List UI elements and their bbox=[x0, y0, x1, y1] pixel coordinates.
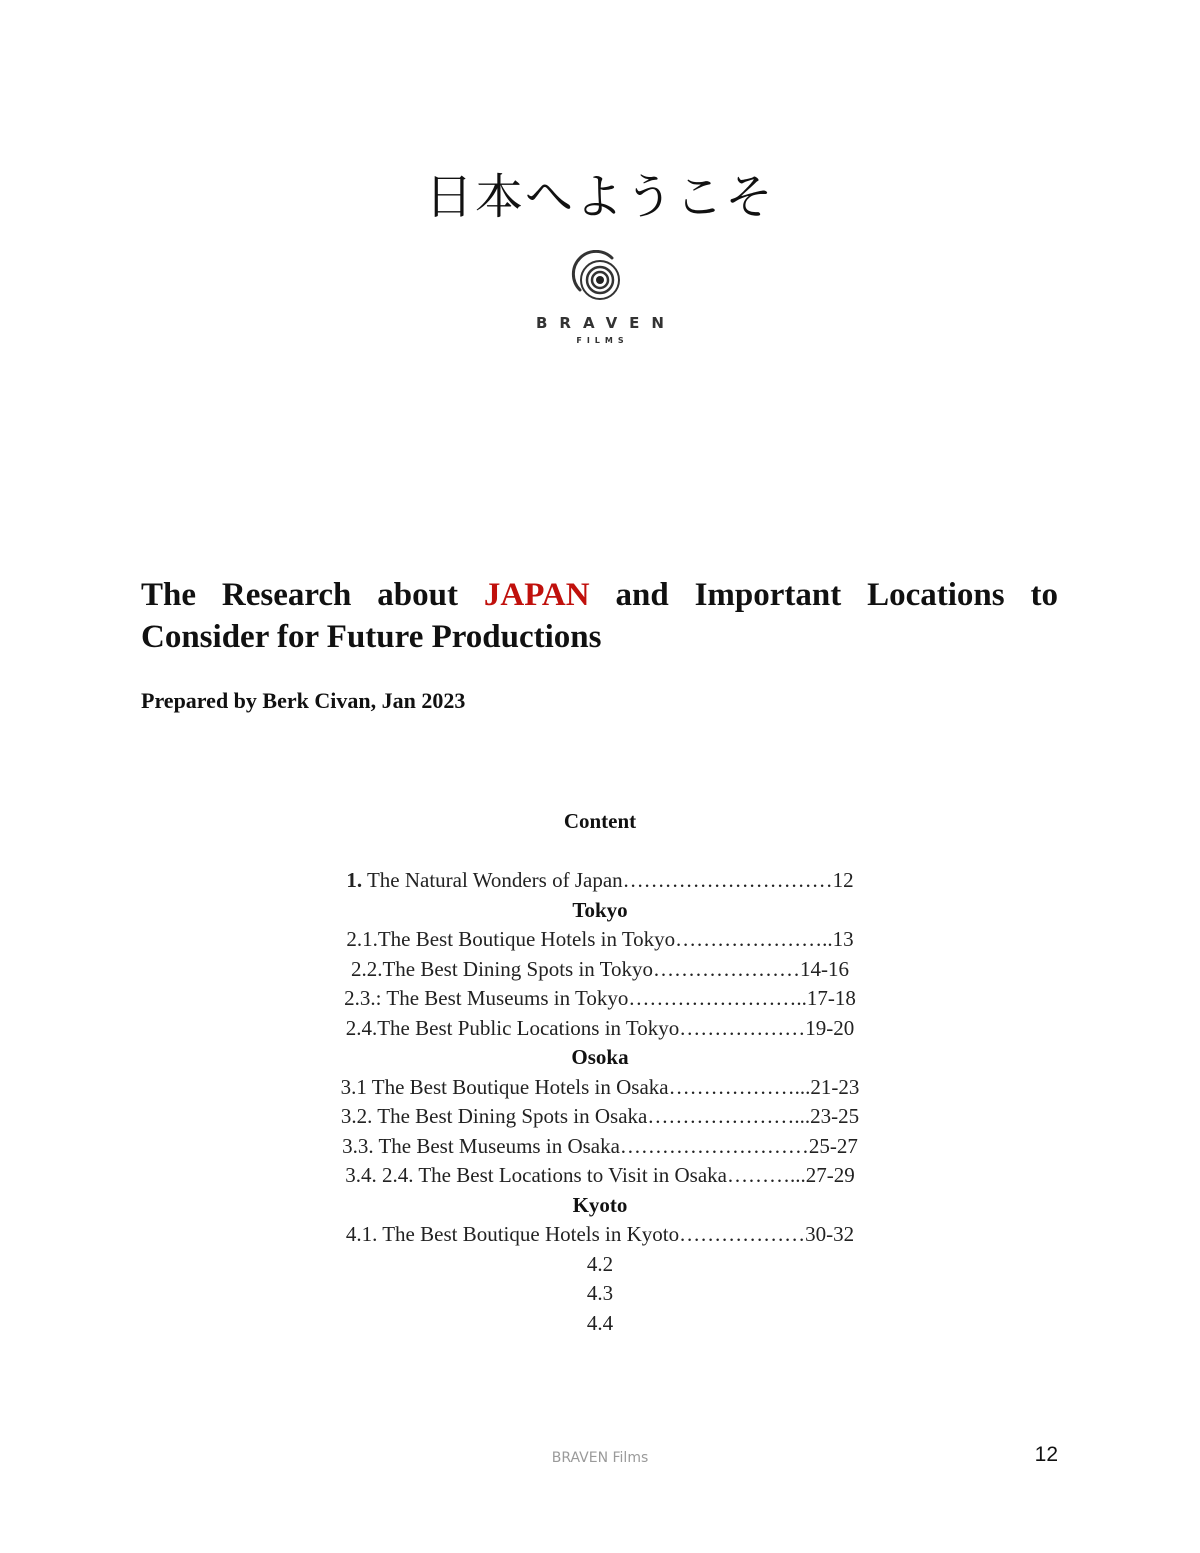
toc-item: 4.1. The Best Boutique Hotels in Kyoto………………30-32 bbox=[345, 1222, 855, 1246]
toc-item: 4.4 bbox=[586, 1310, 614, 1335]
prepared-by-line: Prepared by Berk Civan, Jan 2023 bbox=[141, 688, 466, 713]
japanese-title: 日本へようこそ bbox=[424, 169, 775, 225]
toc-item: 4.2 bbox=[586, 1251, 614, 1276]
document-title bbox=[141, 574, 1058, 658]
toc-item: 3.2. The Best Dining Spots in Osaka…………………...23-25 bbox=[340, 1104, 860, 1128]
toc-item: 3.1 The Best Boutique Hotels in Osaka………………...21-23 bbox=[340, 1074, 860, 1099]
toc-item: 2.1.The Best Boutique Hotels in Tokyo…………………..13 bbox=[346, 927, 854, 951]
title-accent-japan: JAPAN bbox=[483, 577, 590, 613]
logo-wordmark: BRAVEN bbox=[536, 314, 676, 332]
toc-list bbox=[0, 866, 1200, 1338]
toc-item: 4.3 bbox=[586, 1281, 614, 1305]
toc-item: 2.2.The Best Dining Spots in Tokyo…………………14-16 bbox=[350, 956, 850, 981]
braven-films-logo bbox=[500, 250, 700, 355]
toc-item-text: The Natural Wonders of Japan…………………………12 bbox=[362, 868, 854, 892]
toc-section-kyoto: Kyoto bbox=[572, 1192, 628, 1217]
toc-section-tokyo: Tokyo bbox=[572, 897, 628, 922]
page-number: 12 bbox=[1034, 1443, 1058, 1466]
title-part-2: and Important Locations to Consider for Future Productions bbox=[141, 577, 1058, 655]
toc-item-number: 1. bbox=[346, 868, 363, 892]
title-part-1: The Research about bbox=[141, 577, 484, 613]
film-reel-icon bbox=[568, 250, 632, 306]
toc-item: 2.3.: The Best Museums in Tokyo……………………..17-18 bbox=[344, 986, 856, 1010]
footer-text: BRAVEN Films bbox=[551, 1450, 649, 1466]
logo-subtitle: FILMS bbox=[576, 336, 629, 345]
toc-heading: Content bbox=[563, 809, 637, 833]
toc-item: 2.4.The Best Public Locations in Tokyo………………19-20 bbox=[345, 1015, 855, 1040]
toc-section-osaka: Osoka bbox=[571, 1045, 629, 1069]
toc-item: 3.3. The Best Museums in Osaka………………………25-27 bbox=[342, 1133, 858, 1158]
toc-item: 3.4. 2.4. The Best Locations to Visit in Osaka………...27-29 bbox=[345, 1163, 855, 1187]
table-of-contents bbox=[0, 806, 1200, 1338]
toc-item bbox=[0, 866, 1200, 896]
